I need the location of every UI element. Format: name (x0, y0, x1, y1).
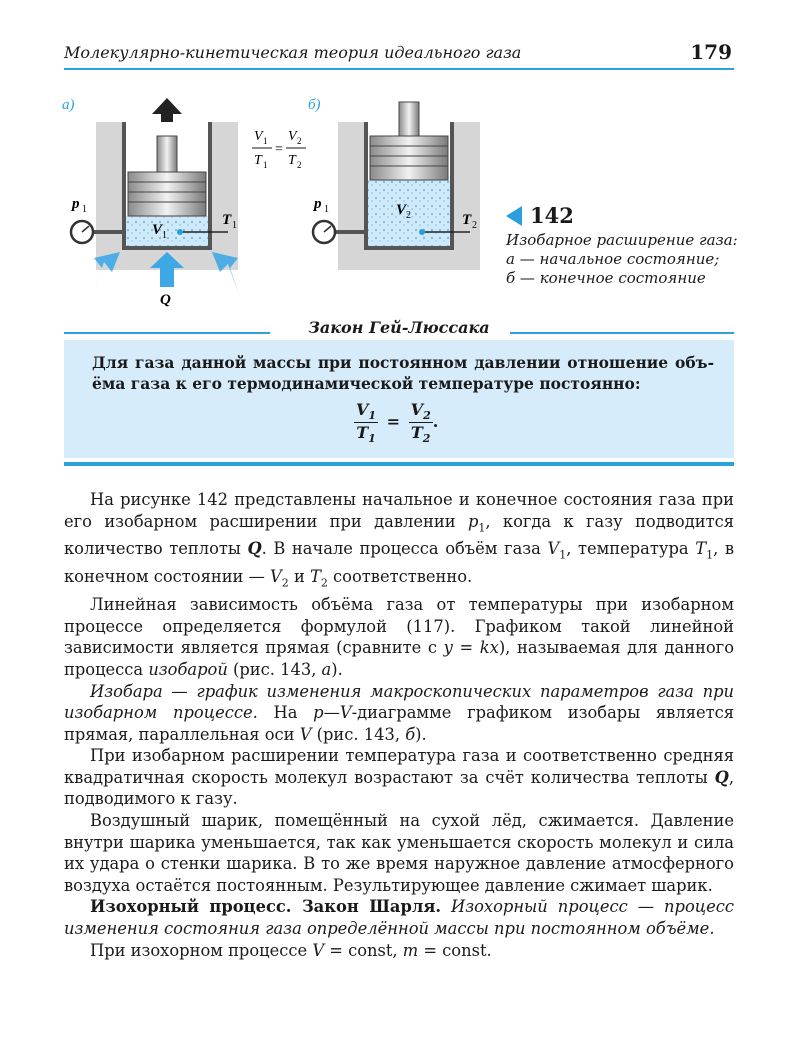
svg-text:p: p (314, 196, 322, 212)
paragraph-6: Изохорный процесс. Закон Шарля. Изохорный процесс — процесс изменения состояния газа определённой массы при постоянном объёме. (64, 897, 734, 939)
law-title: Закон Гей-Люссака (308, 318, 490, 337)
svg-text:1: 1 (232, 220, 237, 231)
paragraph-1: На рисунке 142 представлены начальное и конечное состояния газа при его изобарном расширении при давлении $p_1$, когда к газу подводится количество теплоты Q. В начале процесса объём газа $V_1$, температура $T_1$, в конечном состоянии — $V_2$ и $T_2$ соответственно. (64, 490, 734, 590)
law-statement: Для газа данной массы при постоянном давлении отношение объ-ёма газа к его термодинамической температуре постоянно: (92, 353, 714, 393)
svg-text:T: T (462, 212, 472, 228)
svg-text:=: = (275, 142, 283, 157)
svg-text:V: V (152, 222, 163, 238)
figure-caption: Изобарное расширение газа: а — начальное состояние; б — конечное состояние (506, 231, 738, 287)
paragraph-5: Воздушный шарик, помещённый на сухой лёд, сжимается. Давление внутри шарика уменьшается, так как уменьшается скорость молекул и сила их удара о стенки шарика. В то же время наружное давление атмосферного воздуха остаётся постоянным. Результирующее давление сжимает шарик. (64, 811, 734, 895)
svg-text:V: V (254, 129, 263, 144)
svg-text:2: 2 (297, 136, 302, 146)
svg-text:V: V (396, 202, 407, 218)
svg-text:T: T (222, 212, 232, 228)
svg-text:2: 2 (406, 210, 411, 221)
svg-text:1: 1 (263, 160, 268, 170)
label-a: а) (62, 97, 75, 113)
paragraph-2: Линейная зависимость объёма газа от температуры при изобарном процессе определяется формулой (117). Графиком такой линейной зависимости является прямая (сравните с y = kx), называемая для данного процесса изобарой (рис. 143, а). (64, 595, 734, 679)
svg-text:1: 1 (324, 204, 329, 215)
heat-arrow-left-icon (92, 252, 120, 297)
svg-text:T: T (288, 153, 296, 168)
paragraph-3: Изобара — график изменения макроскопических параметров газа при изобарном процессе. На p—V-диаграмме графиком изобары является прямая, параллельная оси V (рис. 143, б). (64, 681, 734, 744)
body-text (64, 489, 734, 961)
paragraph-7: При изохорном процессе V = const, m = const. (90, 940, 492, 960)
svg-text:Q: Q (160, 292, 171, 308)
figure-formula (252, 129, 306, 170)
svg-text:1: 1 (82, 204, 87, 215)
svg-text:1: 1 (162, 230, 167, 241)
svg-text:2: 2 (472, 220, 477, 231)
running-title: Молекулярно-кинетическая теория идеального газа (64, 43, 522, 62)
cylinder-a (71, 94, 240, 297)
svg-text:2: 2 (297, 160, 302, 170)
heat-arrow-right-icon (212, 252, 240, 297)
paragraph-4: При изобарном расширении температура газа и соответственно средняя квадратичная скорость молекул возрастают за счёт количества теплоты Q, подводимого к газу. (64, 746, 734, 809)
label-b: б) (308, 97, 321, 113)
svg-text:1: 1 (263, 136, 268, 146)
law-heading (64, 318, 734, 340)
running-header (64, 40, 734, 70)
figure-number: 142 (530, 203, 574, 228)
cylinder-b (313, 102, 480, 270)
svg-text:p: p (72, 196, 80, 212)
page-number: 179 (690, 40, 732, 64)
law-box (64, 340, 734, 458)
law-bottom-rule (64, 462, 734, 466)
svg-text:V: V (288, 129, 297, 144)
svg-text:T: T (254, 153, 262, 168)
law-formula: $\frac{V_1}{T_1}$ = $\frac{V_2}{T_2}$ . (356, 400, 439, 446)
